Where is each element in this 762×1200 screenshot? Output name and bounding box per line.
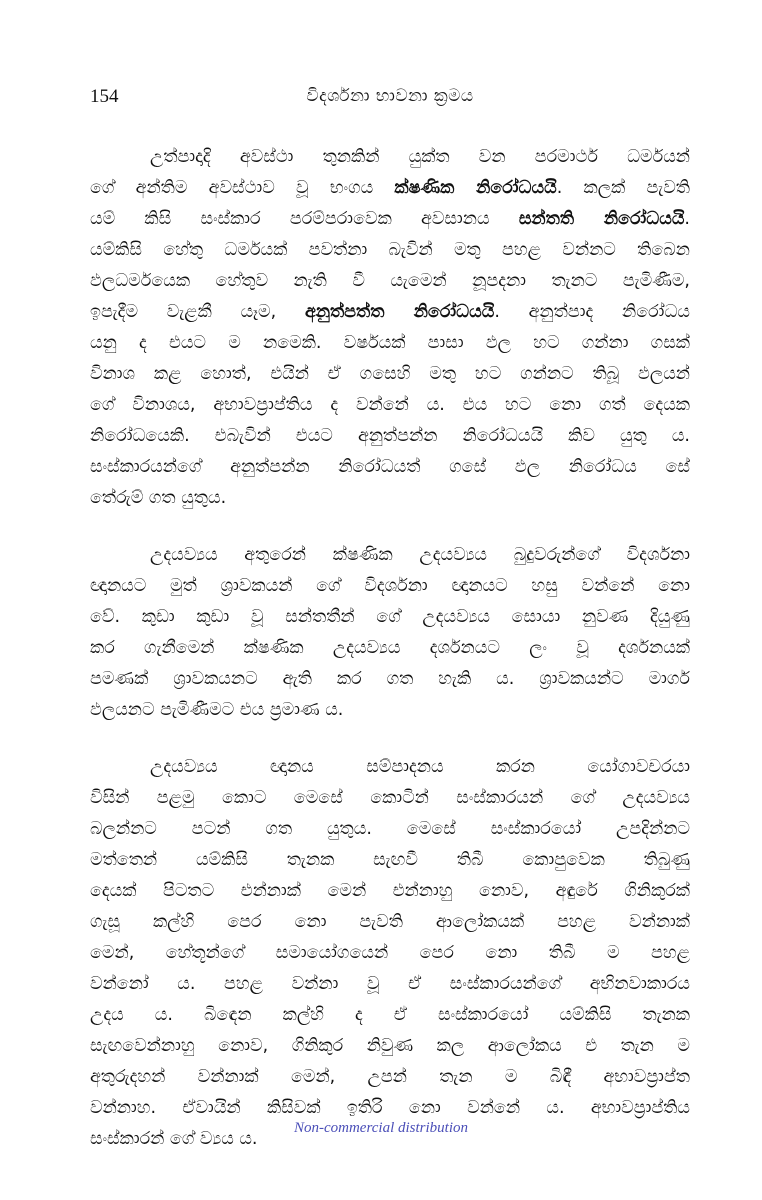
text-line xyxy=(90,452,690,483)
text-run: යම් කිසි සංස්කාර පරම්පරාවෙක අවසානය xyxy=(90,209,519,229)
text-line xyxy=(90,633,690,664)
text-run: වන්නාහ. ඒවායින් කිසිවක් ඉතිරි නො වන්නේ ය. අභාවප්‍රාප්තිය xyxy=(90,1098,690,1118)
text-line xyxy=(90,540,690,571)
text-run: . xyxy=(684,209,690,229)
text-line xyxy=(90,1031,690,1062)
text-line xyxy=(90,969,690,1000)
text-line xyxy=(90,571,690,602)
text-run: යම්කිසි හේතු ධර්මයක් පවත්නා බැවින් මතු පහළ වන්නට තිබෙන xyxy=(90,240,690,260)
text-run: ගේ අන්තිම අවස්ථාව වූ භංගය xyxy=(90,178,395,198)
body-text xyxy=(90,142,690,1181)
text-run: සැඟවෙන්නාහු නොව, ගිනිකුර නිවුණ කල ආලෝකය එ තැන ම xyxy=(90,1036,690,1056)
text-run: ගේ විනාශය, අභාවප්‍රාප්තිය ද වන්නේ ය. එය හට නො ගත් දෙයක xyxy=(90,395,690,415)
text-line xyxy=(90,173,690,204)
text-line xyxy=(90,142,690,173)
bold-term: සන්තති නිරෝධයයි xyxy=(518,209,685,229)
text-line xyxy=(90,421,690,452)
text-run: උදයව්‍යය ඥානය සම්පාදනය කරන යෝගාවචරයා xyxy=(150,757,690,777)
text-run: සංස්කාරයන්ගේ අනුත්පන්න නිරෝධයත් ගසේ ඵල නිරෝධය සේ xyxy=(90,457,690,477)
text-line xyxy=(90,907,690,938)
text-line xyxy=(90,695,690,726)
text-run: ගැසූ කල්හි පෙර නො පැවති ආලෝකයක් පහළ වන්නාක් xyxy=(90,912,690,932)
text-line xyxy=(90,664,690,695)
paragraph xyxy=(90,540,690,726)
footer-watermark: Non-commercial distribution xyxy=(293,1120,469,1136)
text-line xyxy=(90,235,690,266)
text-line xyxy=(90,390,690,421)
text-run: විසින් පළමු කොට මෙසේ කොටින් සංස්කාරයන් ගේ උදයව්‍යය xyxy=(90,788,690,808)
text-run: සංස්කාරන් ගේ ව්‍යය ය. xyxy=(90,1129,258,1149)
text-line xyxy=(90,783,690,814)
text-line xyxy=(90,845,690,876)
text-run: උදයව්‍යය අතුරෙන් ක්ෂණික උදයව්‍යය බුදුවරුන්ගේ විදර්ශනා xyxy=(150,545,690,565)
text-run: පමණක් ශ්‍රාවකයනට ඇති කර ගත හැකි ය. ශ්‍රාවකයන්ට මාර්ග xyxy=(90,669,690,689)
text-run: බලන්නට පටන් ගත යුතුය. මෙසේ සංස්කාරයෝ උපදින්නට xyxy=(90,819,690,839)
text-run: ඥානයට මුත් ශ්‍රාවකයන් ගේ විදර්ශනා ඥානයට හසු වන්නේ නො xyxy=(90,576,690,596)
text-run: මත්තෙන් යම්කිසි තැනක සැඟවී තිබී කොපුවෙක තිබුණු xyxy=(90,850,690,870)
text-run: . කලක් පැවති xyxy=(556,178,690,198)
text-run: යනු ද එයට ම නමෙකි. වර්ෂයක් පාසා ඵල හට ගන්නා ගසක් xyxy=(90,333,690,353)
text-line xyxy=(90,1062,690,1093)
text-line xyxy=(90,204,690,235)
text-line xyxy=(90,1000,690,1031)
text-run: මෙන්, හේතූන්ගේ සමායෝගයෙන් පෙර නො තිබී ම පහළ xyxy=(90,943,690,963)
text-line xyxy=(90,876,690,907)
text-line xyxy=(90,328,690,359)
page-header xyxy=(90,86,690,116)
text-line xyxy=(90,814,690,845)
text-run: . අනුත්පාද නිරෝධය xyxy=(494,302,690,322)
text-run: නිරෝධයෙකි. එබැවින් එයට අනුත්පන්න නිරෝධයයි කිව යුතු ය. xyxy=(90,426,690,446)
text-run: දෙයක් පිටතට එන්නාක් මෙන් එන්නාහු නොව, අඳුරේ ගිනිකුරක් xyxy=(90,881,690,901)
running-title: විදර්ශනා භාවනා ක්‍රමය xyxy=(306,86,474,106)
text-line xyxy=(90,752,690,783)
bold-term: ක්ෂණික නිරෝධයයි xyxy=(394,178,557,198)
paragraph xyxy=(90,142,690,514)
text-run: වේ. කුඩා කුඩා වූ සන්තතීන් ගේ උදයව්‍යය සොයා නුවණ දියුණු xyxy=(90,607,690,627)
text-run: අතුරුදහන් වන්නාක් මෙන්, උපන් තැන ම බිඳී අභාවප්‍රාප්ත xyxy=(90,1067,690,1087)
text-line xyxy=(90,266,690,297)
bold-term: අනුත්පත්ත නිරෝධයයි xyxy=(304,302,495,322)
text-run: උදය ය. බිඳෙන කල්හි ද ඒ සංස්කාරයෝ යම්කිසි තැනක xyxy=(90,1005,690,1025)
text-line xyxy=(90,602,690,633)
page-number: 154 xyxy=(90,86,119,107)
text-line xyxy=(90,938,690,969)
text-run: උත්පාදාදි අවස්ථා තුනකින් යුක්ත වන පරමාර්ථ ධර්මයන් xyxy=(150,147,690,167)
text-line xyxy=(90,297,690,328)
text-run: වන්නෝ ය. පහළ වන්නා වූ ඒ සංස්කාරයන්ගේ අභිනවාකාරය xyxy=(90,974,690,994)
text-run: විනාශ කළ හොත්, එයින් ඒ ගසෙහි මතු හට ගන්නට තිබූ ඵලයන් xyxy=(90,364,690,384)
paragraph xyxy=(90,752,690,1155)
text-run: තේරුම් ගත යුතුය. xyxy=(90,488,227,508)
text-line xyxy=(90,483,690,514)
text-run: ඵලධර්මයෙක හේතුව නැති වී යැමෙන් නූපදනා තැනට පැමිණීම, xyxy=(90,271,690,291)
text-run: ඉපැදීම වැළකී යෑම, xyxy=(90,302,305,322)
text-run: කර ගැනීමෙන් ක්ෂණික උදයව්‍යය දර්ශනයට ලං වූ දර්ශනයක් xyxy=(90,638,690,658)
text-run: ඵලයනට පැමිණීමට එය ප්‍රමාණ ය. xyxy=(90,700,344,720)
text-line xyxy=(90,359,690,390)
